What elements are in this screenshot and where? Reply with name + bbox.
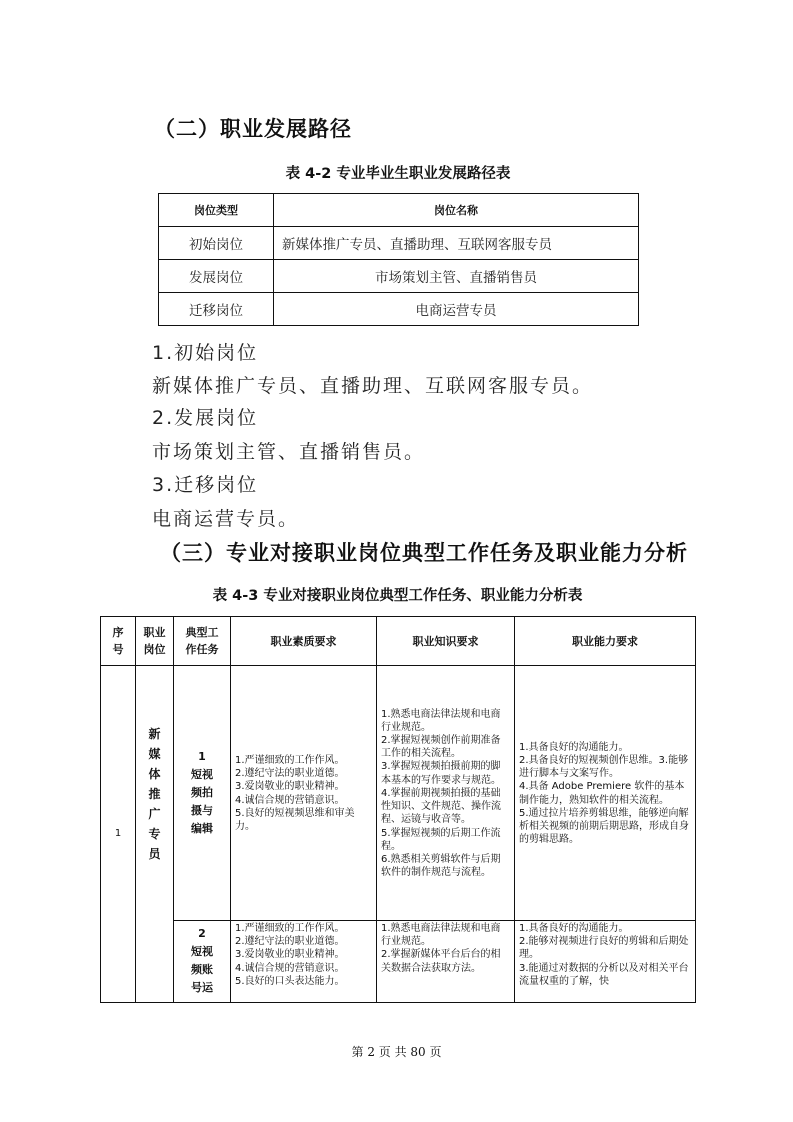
- header-quality: 职业素质要求: [231, 617, 377, 666]
- knowledge-cell: 1.熟悉电商法律法规和电商行业规范。 2.掌握新媒体平台后台的相关数据合法获取方法。: [377, 921, 515, 1003]
- header-post-name: 岗位名称: [274, 194, 639, 227]
- post-cell: 新 媒 体 推 广 专 员: [136, 666, 174, 1003]
- knowledge-cell: 1.熟悉电商法律法规和电商行业规范。 2.掌握短视频创作前期准备工作的相关流程。 3.掌握短视频拍摄前期的脚本基本的写作要求与规范。 4.掌握前期视频拍摄的基础性知识、文件规范、操作流程、运镜与收音等。 5.掌握短视频的后期工作流程。 6.熟悉相关剪辑软件与后期软件的制作规范与流程。: [377, 666, 515, 921]
- task-ability-table: [100, 616, 696, 1003]
- heading-development-post: 2.发展岗位: [152, 407, 259, 429]
- task-cell: 1 短视 频拍 摄与 编辑: [174, 666, 231, 921]
- post-type-cell: 初始岗位: [159, 227, 274, 260]
- paragraph-development-post: 市场策划主管、直播销售员。: [152, 441, 426, 463]
- table-row: [101, 666, 696, 921]
- header-seq: 序 号: [101, 617, 136, 666]
- quality-cell: 1.严谨细致的工作作风。 2.遵纪守法的职业道德。 3.爱岗敬业的职业精神。 4.诚信合规的营销意识。 5.良好的口头表达能力。: [231, 921, 377, 1003]
- header-post-type: 岗位类型: [159, 194, 274, 227]
- section-title-task-analysis: （三）专业对接职业岗位典型工作任务及职业能力分析: [160, 541, 688, 565]
- paragraph-transfer-post: 电商运营专员。: [152, 508, 300, 530]
- header-task: 典型工 作任务: [174, 617, 231, 666]
- table-row: [101, 921, 696, 1003]
- career-path-table: [158, 193, 639, 326]
- header-post: 职业 岗位: [136, 617, 174, 666]
- post-type-cell: 迁移岗位: [159, 293, 274, 326]
- quality-cell: 1.严谨细致的工作作风。 2.遵纪守法的职业道德。 3.爱岗敬业的职业精神。 4.诚信合规的营销意识。 5.良好的短视频思维和审美力。: [231, 666, 377, 921]
- header-ability: 职业能力要求: [515, 617, 696, 666]
- page-footer: 第 2 页 共 80 页: [351, 1045, 442, 1059]
- table-header-row: [101, 617, 696, 666]
- task-cell: 2 短视 频账 号运: [174, 921, 231, 1003]
- post-names-cell: 电商运营专员: [274, 293, 639, 326]
- post-names-cell: 新媒体推广专员、直播助理、互联网客服专员: [274, 227, 639, 260]
- table-4-2-caption: 表 4-2 专业毕业生职业发展路径表: [285, 166, 511, 182]
- post-type-cell: 发展岗位: [159, 260, 274, 293]
- seq-cell: 1: [101, 666, 136, 1003]
- header-knowledge: 职业知识要求: [377, 617, 515, 666]
- ability-cell: 1.具备良好的沟通能力。 2.具备良好的短视频创作思维。3.能够进行脚本与文案写作。 4.具备 Adobe Premiere 软件的基本制作能力，熟知软件的相关流程。 5.通过拉片培养剪辑思维，能够逆向解析相关视频的前期后期思路，形成自身的剪辑思路。: [515, 666, 696, 921]
- table-row: [159, 227, 639, 260]
- post-names-cell: 市场策划主管、直播销售员: [274, 260, 639, 293]
- table-row: [159, 260, 639, 293]
- paragraph-initial-post: 新媒体推广专员、直播助理、互联网客服专员。: [152, 375, 594, 397]
- ability-cell: 1.具备良好的沟通能力。 2.能够对视频进行良好的剪辑和后期处理。 3.能通过对数据的分析以及对相关平台流量权重的了解，快: [515, 921, 696, 1003]
- table-row: [159, 293, 639, 326]
- table-4-3-caption: 表 4-3 专业对接职业岗位典型工作任务、职业能力分析表: [212, 588, 583, 604]
- heading-transfer-post: 3.迁移岗位: [152, 474, 259, 496]
- section-title-career-path: （二）职业发展路径: [154, 117, 352, 141]
- table-header-row: [159, 194, 639, 227]
- heading-initial-post: 1.初始岗位: [152, 342, 259, 364]
